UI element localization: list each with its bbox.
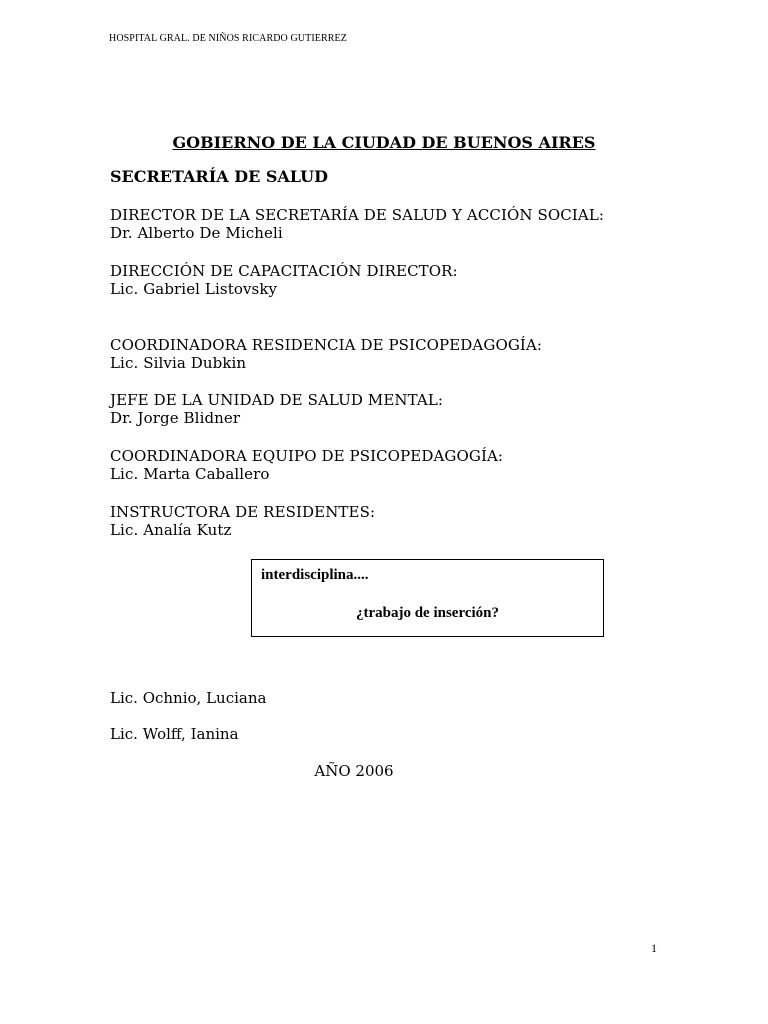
page-number: 1 [651, 941, 657, 955]
staff-entry [110, 447, 503, 483]
staff-role: DIRECTOR DE LA SECRETARÍA DE SALUD Y ACCIÓN SOCIAL: [110, 206, 605, 224]
staff-entry [110, 262, 458, 298]
author-name: Lic. Ochnio, Luciana [110, 689, 267, 707]
work-title-line1: interdisciplina.... [261, 567, 369, 583]
document-title: GOBIERNO DE LA CIUDAD DE BUENOS AIRES [172, 133, 596, 152]
staff-role: JEFE DE LA UNIDAD DE SALUD MENTAL: [110, 391, 444, 409]
document-year: AÑO 2006 [314, 762, 394, 780]
staff-entry [110, 391, 443, 427]
work-title-line2: ¿trabajo de inserción? [355, 605, 500, 621]
staff-entry [110, 336, 542, 372]
staff-role: COORDINADORA RESIDENCIA DE PSICOPEDAGOGÍA: [110, 336, 543, 354]
document-subtitle: SECRETARÍA DE SALUD [110, 167, 328, 186]
staff-name: Dr. Jorge Blidner [110, 409, 241, 427]
staff-name: Lic. Silvia Dubkin [110, 354, 247, 372]
staff-name: Lic. Marta Caballero [110, 465, 270, 483]
author-name: Lic. Wolff, Ianina [110, 725, 239, 743]
staff-role: DIRECCIÓN DE CAPACITACIÓN DIRECTOR: [110, 262, 458, 280]
staff-name: Lic. Analía Kutz [110, 521, 232, 539]
staff-entry [110, 206, 604, 242]
staff-name: Dr. Alberto De Micheli [110, 224, 283, 242]
page-header: HOSPITAL GRAL. DE NIÑOS RICARDO GUTIERREZ [109, 33, 347, 44]
staff-name: Lic. Gabriel Listovsky [110, 280, 278, 298]
staff-role: INSTRUCTORA DE RESIDENTES: [110, 503, 376, 521]
work-title-box [251, 559, 604, 637]
staff-entry [110, 503, 375, 539]
staff-role: COORDINADORA EQUIPO DE PSICOPEDAGOGÍA: [110, 447, 504, 465]
